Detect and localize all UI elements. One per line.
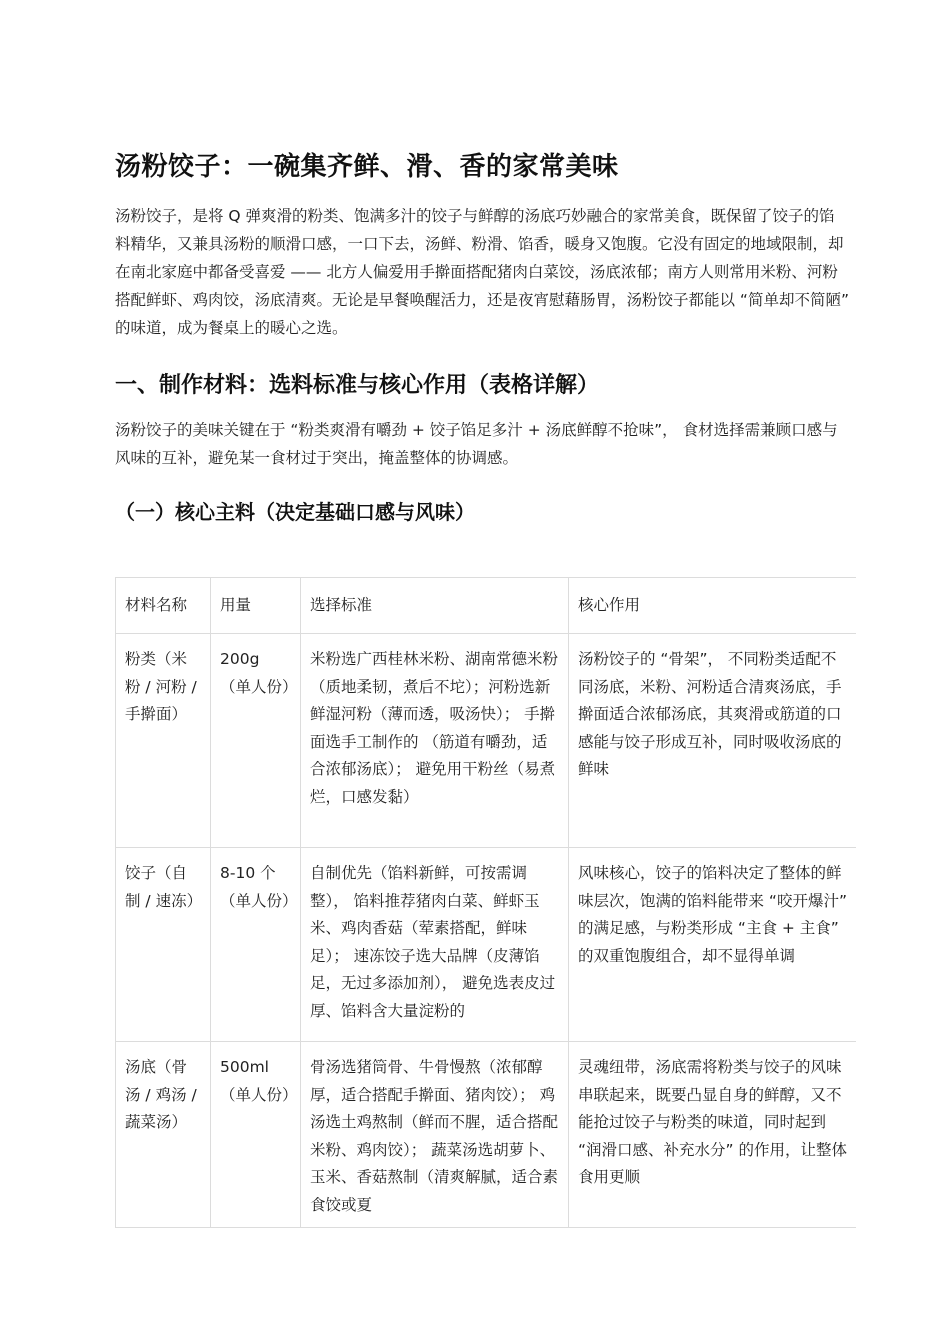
cell-material-name: 饺子（自制 / 速冻） bbox=[116, 848, 211, 1042]
table-row bbox=[116, 634, 857, 848]
page-title: 汤粉饺子：一碗集齐鲜、滑、香的家常美味 bbox=[115, 152, 619, 182]
cell-material-name: 汤底（骨汤 / 鸡汤 / 蔬菜汤） bbox=[116, 1042, 211, 1229]
header-core-role: 核心作用 bbox=[569, 578, 857, 634]
table-header-row bbox=[116, 578, 857, 634]
materials-table-container bbox=[115, 577, 856, 1228]
cell-selection-standard: 米粉选广西桂林米粉、湖南常德米粉（质地柔韧，煮后不坨）；河粉选新鲜湿河粉（薄而透，吸汤快）； 手擀面选手工制作的 （筋道有嚼劲，适合浓郁汤底）； 避免用干粉丝（易煮烂，口感发黏） bbox=[301, 634, 569, 848]
cell-material-name: 粉类（米粉 / 河粉 / 手擀面） bbox=[116, 634, 211, 848]
section-paragraph-materials: 汤粉饺子的美味关键在于 “粉类爽滑有嚼劲 + 饺子馅足多汁 + 汤底鲜醇不抢味”， 食材选择需兼顾口感与风味的互补，避免某一食材过于突出，掩盖整体的协调感。 bbox=[115, 421, 838, 467]
cell-core-role: 灵魂纽带，汤底需将粉类与饺子的风味串联起来，既要凸显自身的鲜醇，又不能抢过饺子与粉类的味道，同时起到 “润滑口感、补充水分” 的作用，让整体食用更顺 bbox=[569, 1042, 857, 1229]
header-selection-standard: 选择标准 bbox=[301, 578, 569, 634]
cell-core-role: 风味核心，饺子的馅料决定了整体的鲜味层次，饱满的馅料能带来 “咬开爆汁” 的满足感，与粉类形成 “主食 + 主食” 的双重饱腹组合，却不显得单调 bbox=[569, 848, 857, 1042]
intro-paragraph: 汤粉饺子，是将 Q 弹爽滑的粉类、饱满多汁的饺子与鲜醇的汤底巧妙融合的家常美食，既保留了饺子的馅料精华，又兼具汤粉的顺滑口感，一口下去，汤鲜、粉滑、馅香，暖身又饱腹。它没有固定的地域限制，却在南北家庭中都备受喜爱 —— 北方人偏爱用手擀面搭配猪肉白菜饺，汤底浓郁；南方人则常用米粉、河粉搭配鲜虾、鸡肉饺，汤底清爽。无论是早餐唤醒活力，还是夜宵慰藉肠胃，汤粉饺子都能以 “简单却不简陋” 的味道，成为餐桌上的暖心之选。 bbox=[115, 207, 849, 337]
materials-table bbox=[115, 577, 856, 1228]
table-row bbox=[116, 1042, 857, 1229]
cell-amount: 200g （单人份） bbox=[211, 634, 301, 848]
cell-selection-standard: 自制优先（馅料新鲜，可按需调整）， 馅料推荐猪肉白菜、鲜虾玉米、鸡肉香菇（荤素搭配，鲜味足）； 速冻饺子选大品牌（皮薄馅足，无过多添加剂）， 避免选表皮过厚、馅料含大量淀粉的 bbox=[301, 848, 569, 1042]
table-row bbox=[116, 848, 857, 1042]
subsection-heading-core: （一）核心主料（决定基础口感与风味） bbox=[115, 500, 475, 524]
cell-selection-standard: 骨汤选猪筒骨、牛骨慢熬（浓郁醇厚，适合搭配手擀面、猪肉饺）； 鸡汤选土鸡熬制（鲜而不腥，适合搭配米粉、鸡肉饺）； 蔬菜汤选胡萝卜、玉米、香菇熬制（清爽解腻，适合素食饺或夏 bbox=[301, 1042, 569, 1229]
header-material-name: 材料名称 bbox=[116, 578, 211, 634]
header-amount: 用量 bbox=[211, 578, 301, 634]
section-heading-materials: 一、制作材料：选料标准与核心作用（表格详解） bbox=[115, 373, 600, 398]
cell-core-role: 汤粉饺子的 “骨架”， 不同粉类适配不同汤底，米粉、河粉适合清爽汤底，手擀面适合浓郁汤底，其爽滑或筋道的口感能与饺子形成互补，同时吸收汤底的鲜味 bbox=[569, 634, 857, 848]
cell-amount: 500ml （单人份） bbox=[211, 1042, 301, 1229]
cell-amount: 8-10 个 （单人份） bbox=[211, 848, 301, 1042]
